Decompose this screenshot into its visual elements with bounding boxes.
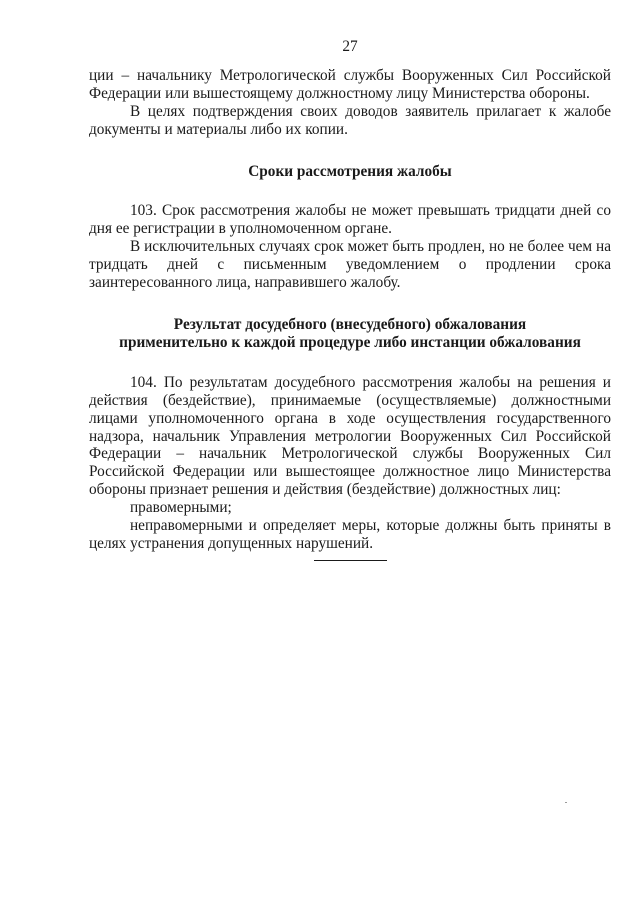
list-item-unlawful: неправомерными и определяет меры, которые должны быть приняты в целях устранения допущенных нарушений. [89,517,611,552]
paragraph-extension: В исключительных случаях срок может быть продлен, но не более чем на тридцать дней с письменным уведомлением о продлении срока заинтересованного лица, направившего жалобу. [89,238,611,292]
scan-speck [565,802,567,803]
page-number: 27 [342,38,358,55]
list-item-lawful: правомерными; [130,499,232,517]
paragraph-attachments: В целях подтверждения своих доводов заявитель прилагает к жалобе документы и материалы либо их копии. [89,102,611,138]
section-heading-review-period: Сроки рассмотрения жалобы [248,162,452,180]
paragraph-continuation: ции – начальнику Метрологической службы Вооруженных Сил Российской Федерации или вышестоящему должностному лицу Министерства обороны. [89,66,611,102]
paragraph-103: 103. Срок рассмотрения жалобы не может превышать тридцати дней со дня ее регистрации в уполномоченном органе. [89,202,611,238]
section-heading-appeal-result-line1: Результат досудебного (внесудебного) обжалования [173,315,527,333]
end-rule [314,560,387,561]
section-heading-appeal-result-line2: применительно к каждой процедуре либо инстанции обжалования [119,333,581,351]
paragraph-104: 104. По результатам досудебного рассмотрения жалобы на решения и действия (бездействие), принимаемые (осуществляемые) должностными лицами уполномоченного органа в ходе осуществления государственного надзора, начальник Управления метрологии Вооруженных Сил Российской Федерации – начальник Метрологической службы Вооруженных Сил Российской Федерации или вышестоящее должностное лицо Министерства обороны признает решения и действия (бездействие) должностных лиц: [89,373,611,499]
document-page [89,38,611,561]
